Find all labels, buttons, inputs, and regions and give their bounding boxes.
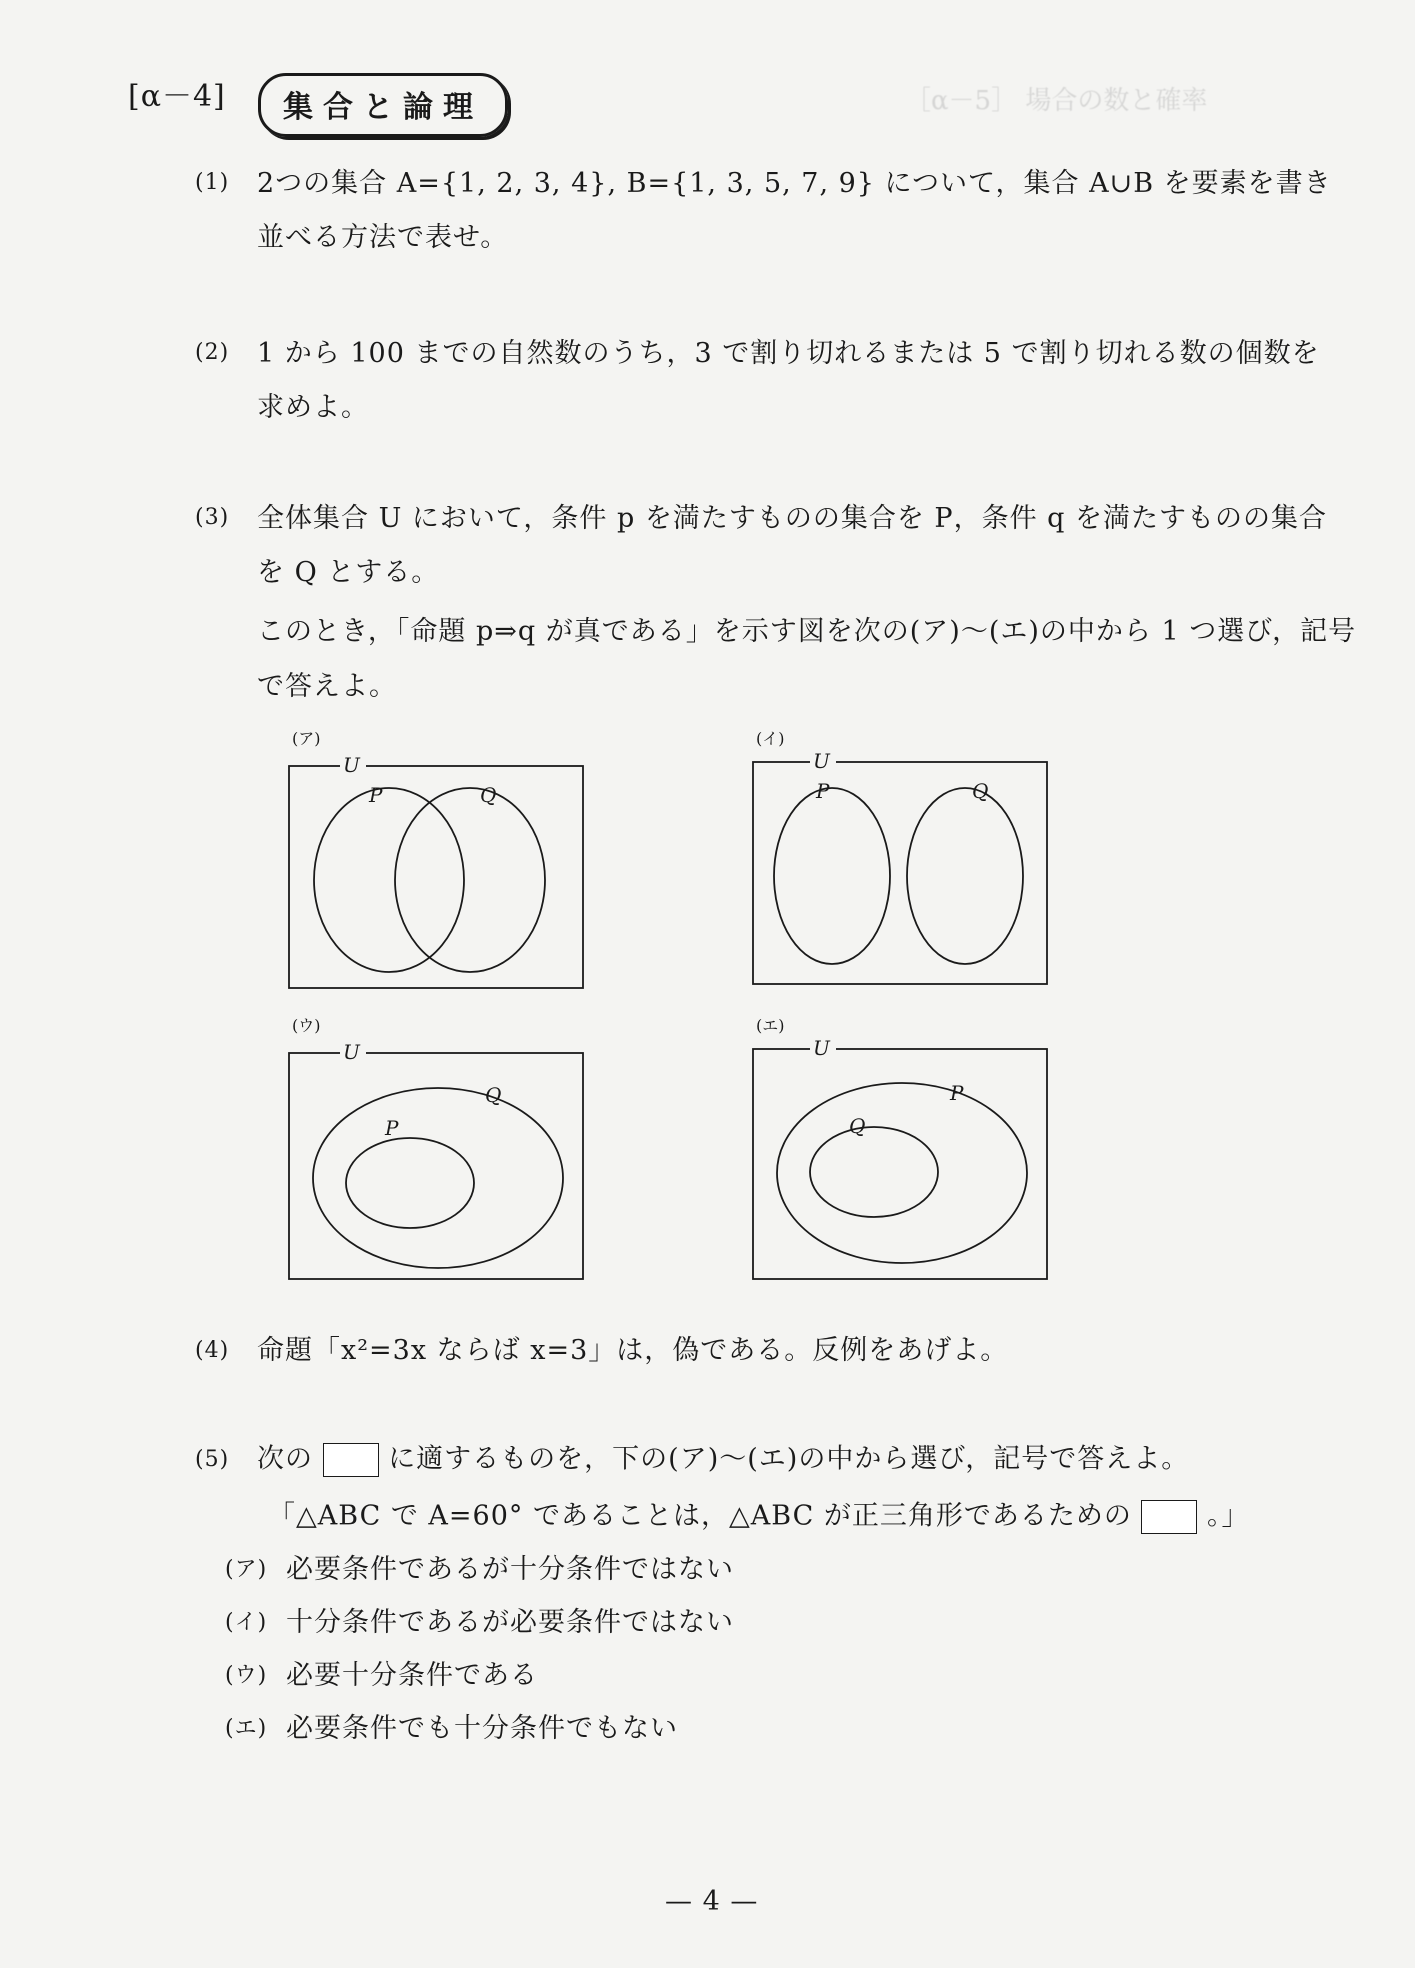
choice-label: (ア) bbox=[225, 1557, 268, 1582]
question-number: (2) bbox=[195, 340, 230, 365]
question-text: このとき，「命題 p⇒q が真である」を示す図を次の(ア)～(エ)の中から 1 つ選び，記号 bbox=[257, 616, 1357, 647]
question-text: で答えよ。 bbox=[257, 671, 397, 702]
set-q-label: Q bbox=[480, 783, 497, 807]
set-q-label: Q bbox=[849, 1114, 866, 1138]
venn-diagram-a bbox=[282, 726, 602, 992]
set-q-label: Q bbox=[485, 1083, 502, 1107]
set-p-ellipse bbox=[777, 1083, 1027, 1263]
choice-text: 十分条件であるが必要条件ではない bbox=[286, 1607, 734, 1638]
set-p-ellipse bbox=[314, 788, 464, 972]
set-q-ellipse bbox=[313, 1088, 563, 1268]
universal-set-rect bbox=[289, 766, 583, 988]
set-p-label: P bbox=[369, 783, 383, 807]
page-number: — 4 — bbox=[665, 1886, 759, 1917]
answer-blank-box bbox=[323, 1443, 379, 1477]
section-code: [α－4] bbox=[128, 79, 226, 114]
set-q-ellipse bbox=[810, 1127, 938, 1217]
diagram-label: (エ) bbox=[756, 1016, 785, 1035]
question-text: 求めよ。 bbox=[257, 392, 369, 423]
bleed-through-text: ［α－5］ 場合の数と確率 bbox=[905, 86, 1208, 116]
choice-text: 必要条件であるが十分条件ではない bbox=[286, 1554, 734, 1585]
set-u-label: U bbox=[343, 753, 360, 777]
set-p-label: P bbox=[816, 779, 830, 803]
choice-label: (イ) bbox=[225, 1610, 268, 1635]
answer-blank-box bbox=[1141, 1500, 1197, 1534]
diagram-label: (イ) bbox=[756, 729, 785, 748]
question-text: 1 から 100 までの自然数のうち，3 で割り切れるまたは 5 で割り切れる数の個数を bbox=[257, 338, 1320, 369]
section-title: 集合と論理 bbox=[258, 73, 508, 137]
diagram-label: (ア) bbox=[292, 729, 321, 748]
question-text: 命題「x²=3x ならば x=3」は，偽である。反例をあげよ。 bbox=[257, 1335, 1009, 1366]
question-text: 「△ABC で A=60° であることは，△ABC が正三角形であるための 。」 bbox=[268, 1500, 1250, 1534]
question-text: を Q とする。 bbox=[257, 557, 440, 588]
venn-diagram-u bbox=[282, 1013, 602, 1285]
set-u-label: U bbox=[813, 749, 830, 773]
question-text: 全体集合 U において，条件 p を満たすものの集合を P，条件 q を満たすものの集合 bbox=[257, 503, 1328, 534]
set-q-ellipse bbox=[395, 788, 545, 972]
question-text: 並べる方法で表せ。 bbox=[257, 222, 509, 253]
set-p-ellipse bbox=[774, 788, 890, 964]
question-number: (5) bbox=[195, 1447, 230, 1472]
choice-text: 必要条件でも十分条件でもない bbox=[286, 1713, 678, 1744]
universal-set-rect bbox=[753, 762, 1047, 984]
question-number: (1) bbox=[195, 170, 230, 195]
set-q-ellipse bbox=[907, 788, 1023, 964]
venn-diagram-i bbox=[746, 726, 1066, 992]
set-q-label: Q bbox=[972, 779, 989, 803]
set-u-label: U bbox=[343, 1040, 360, 1064]
question-number: (3) bbox=[195, 505, 230, 530]
venn-diagram-e bbox=[746, 1013, 1066, 1285]
set-u-label: U bbox=[813, 1036, 830, 1060]
question-text: 2つの集合 A={1, 2, 3, 4}, B={1, 3, 5, 7, 9} について，集合 A∪B を要素を書き bbox=[257, 168, 1332, 199]
universal-set-rect bbox=[289, 1053, 583, 1279]
choice-label: (ウ) bbox=[225, 1663, 268, 1688]
set-p-label: P bbox=[385, 1116, 399, 1140]
question-text: 次の に適するものを，下の(ア)～(エ)の中から選び，記号で答えよ。 bbox=[257, 1443, 1189, 1477]
set-p-label: P bbox=[950, 1081, 964, 1105]
diagram-label: (ウ) bbox=[292, 1016, 321, 1035]
question-number: (4) bbox=[195, 1338, 230, 1363]
choice-label: (エ) bbox=[225, 1716, 268, 1741]
choice-text: 必要十分条件である bbox=[286, 1660, 538, 1691]
set-p-ellipse bbox=[346, 1138, 474, 1228]
